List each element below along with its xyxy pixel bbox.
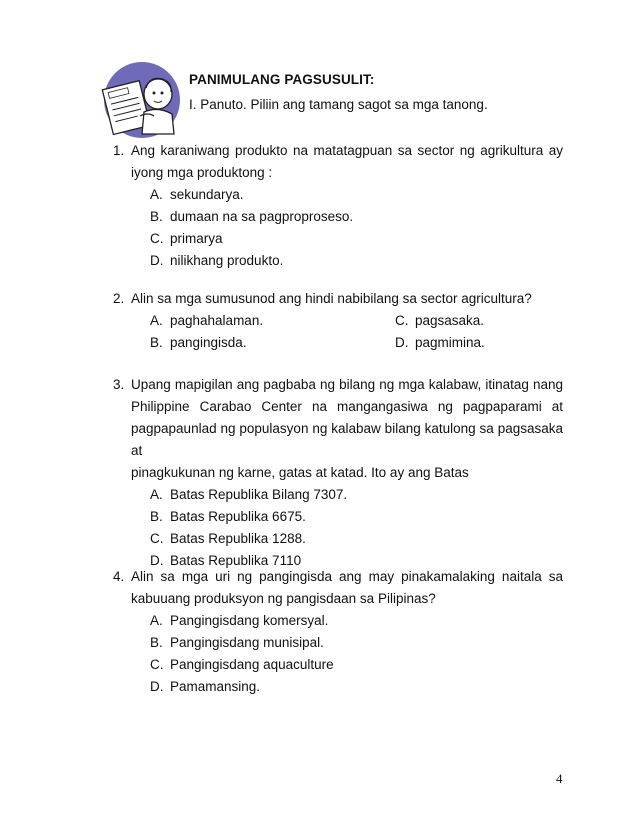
option-text: Batas Republika 7110 (170, 553, 302, 568)
option-a (150, 184, 563, 206)
option-a (150, 484, 563, 506)
question-number: 2. (113, 291, 125, 306)
question-stem: Alin sa mga uri ng pangingisda ang may pinakamalaking naitala sa kabuuang produksyon ng pangisdaan sa Pilipinas? (131, 569, 563, 606)
option-text: Batas Republika Bilang 7307. (170, 487, 348, 502)
option-text: Batas Republika 6675. (170, 509, 306, 524)
option-letter: C. (150, 531, 164, 546)
question-3 (113, 374, 563, 572)
option-text: paghahalaman. (170, 313, 264, 328)
page-number: 4 (556, 771, 563, 786)
question-stem-line: Upang mapigilan ang pagbaba ng bilang ng mga kalabaw, itinatag nang (131, 377, 563, 392)
option-letter: C. (150, 657, 164, 672)
option-c (150, 228, 563, 250)
option-c (150, 528, 563, 550)
question-1 (113, 140, 563, 272)
option-b (150, 506, 563, 528)
question-4 (113, 566, 563, 698)
option-text: Pangingisdang komersyal. (170, 613, 329, 628)
option-letter: B. (150, 635, 163, 650)
option-letter: B. (150, 335, 163, 350)
option-text: pangingisda. (170, 335, 247, 350)
option-text: Pangingisdang munisipal. (170, 635, 324, 650)
question-stem-line: pagpapaunlad ng populasyon ng kalabaw bilang katulong sa pagsasaka at (131, 421, 563, 458)
option-letter: B. (150, 509, 163, 524)
option-letter: C. (150, 231, 164, 246)
option-letter: D. (395, 335, 409, 350)
test-heading: PANIMULANG PAGSUSULIT: (189, 72, 375, 87)
option-letter: B. (150, 209, 163, 224)
question-number: 3. (113, 377, 125, 392)
option-text: dumaan na sa pagproproseso. (170, 209, 354, 224)
option-d (150, 676, 563, 698)
option-b (150, 632, 563, 654)
option-letter: D. (150, 679, 164, 694)
option-letter: A. (150, 487, 163, 502)
option-letter: D. (150, 253, 164, 268)
option-text: Pamamansing. (170, 679, 261, 694)
option-c (150, 654, 563, 676)
student-reading-paper-icon (98, 60, 184, 140)
option-text: sekundarya. (170, 187, 244, 202)
question-stem: Alin sa mga sumusunod ang hindi nabibilang sa sector agricultura? (131, 291, 532, 306)
option-letter: A. (150, 613, 163, 628)
option-row (150, 310, 563, 332)
question-2 (113, 288, 563, 354)
option-row (150, 332, 563, 354)
option-text: Pangingisdang aquaculture (170, 657, 334, 672)
option-letter: A. (150, 313, 163, 328)
option-letter: A. (150, 187, 163, 202)
option-d (150, 250, 563, 272)
question-stem: Ang karaniwang produkto na matatagpuan sa sector ng agrikultura ay iyong mga produktong : (131, 143, 563, 180)
question-stem-line: pinagkukunan ng karne, gatas at katad. Ito ay ang Batas (131, 465, 469, 480)
option-b (150, 206, 563, 228)
option-text: pagsasaka. (415, 313, 485, 328)
option-text: Batas Republika 1288. (170, 531, 306, 546)
question-number: 1. (113, 143, 125, 158)
option-text: nilikhang produkto. (170, 253, 284, 268)
question-stem-line: Philippine Carabao Center na mangangasiwa ng pagpaparami at (131, 399, 563, 414)
option-letter: D. (150, 553, 164, 568)
option-a (150, 610, 563, 632)
test-instructions: I. Panuto. Piliin ang tamang sagot sa mga tanong. (189, 97, 488, 112)
question-number: 4. (113, 569, 125, 584)
option-letter: C. (395, 313, 409, 328)
option-text: pagmimina. (415, 335, 485, 350)
option-text: primarya (170, 231, 223, 246)
